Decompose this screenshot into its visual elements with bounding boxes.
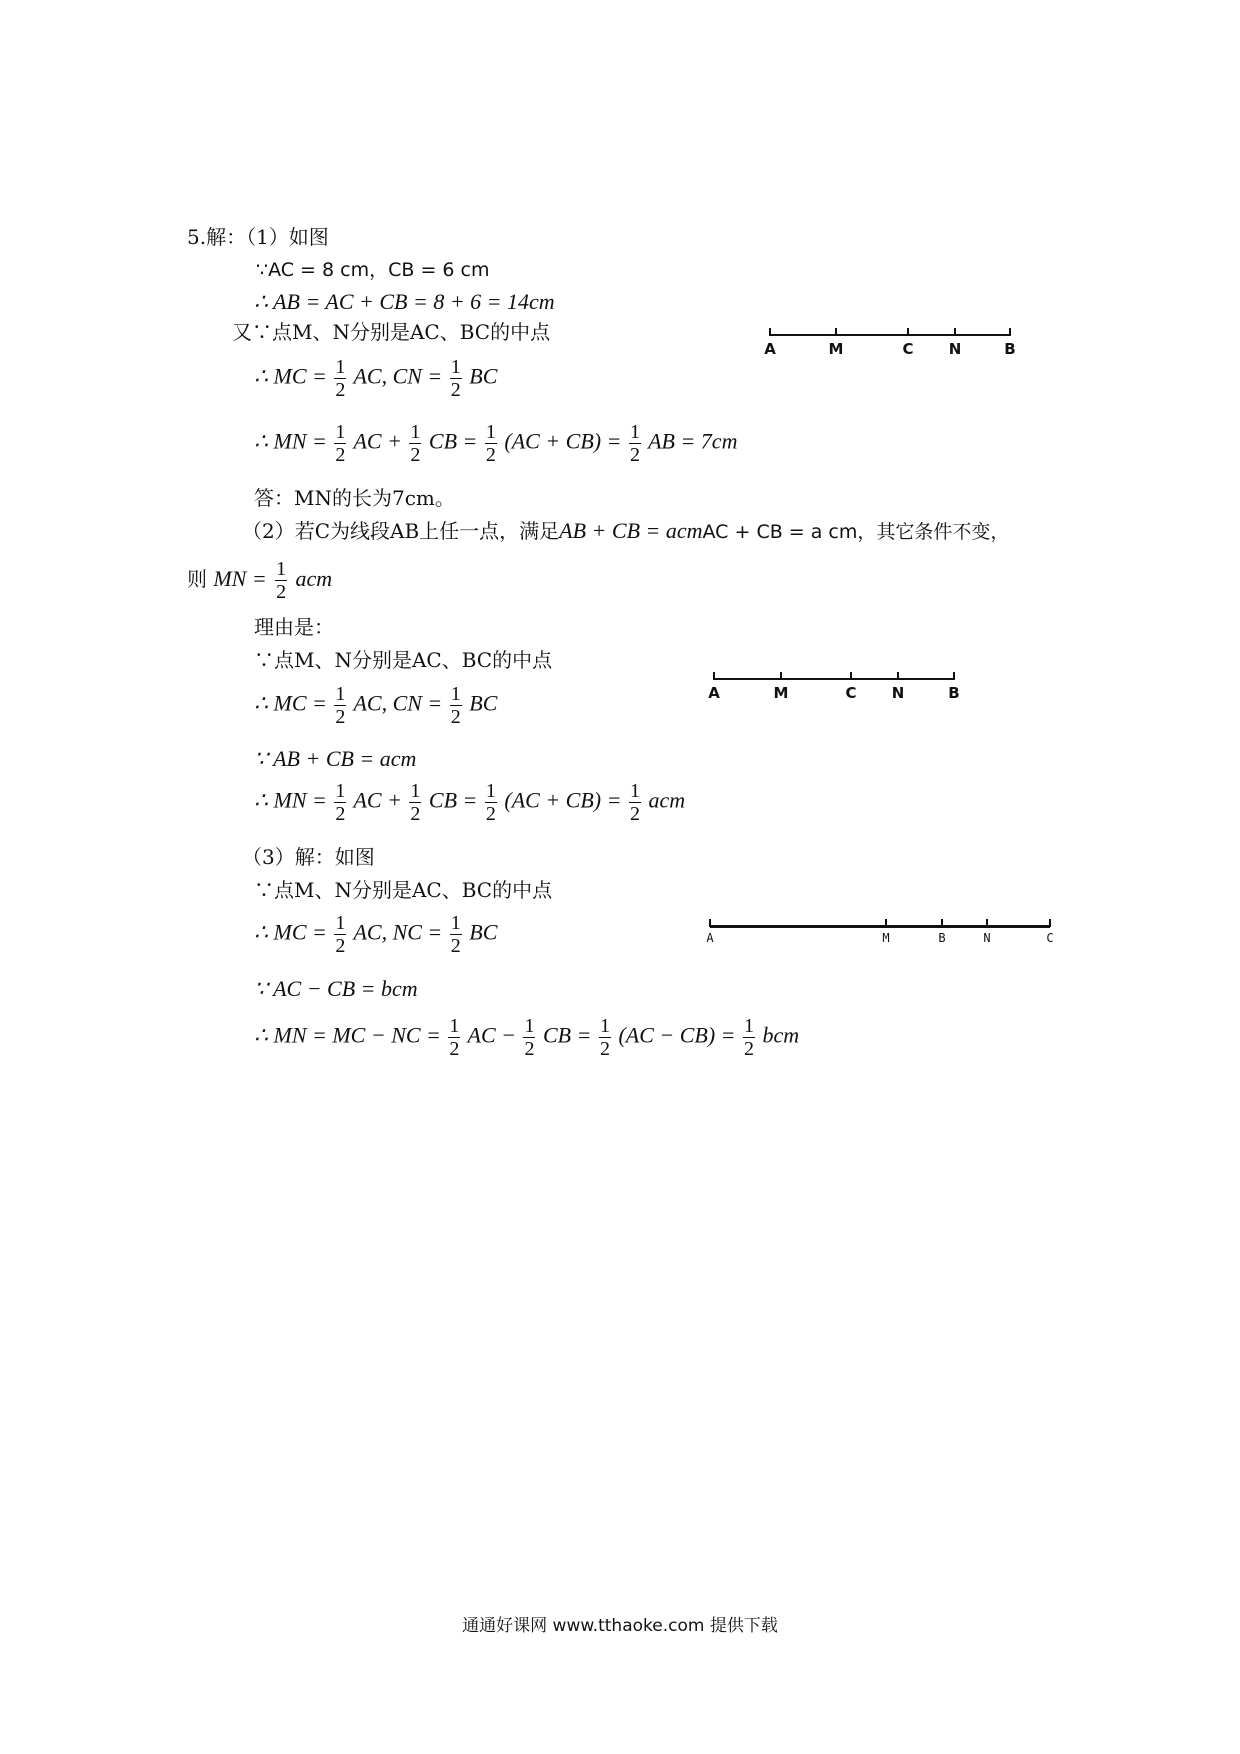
fraction-half xyxy=(485,780,497,825)
part1-mn-equation xyxy=(254,421,737,466)
eq-text: BC xyxy=(469,363,498,389)
part3-since-equation: ∵ AC − CB = bcm xyxy=(254,976,418,1001)
fraction-denominator: 2 xyxy=(410,444,421,466)
fraction-half xyxy=(409,780,421,825)
fraction-numerator: 1 xyxy=(450,356,461,378)
tick-mark xyxy=(850,672,852,680)
tick-mark xyxy=(953,672,955,680)
point-label: A xyxy=(706,931,714,945)
part2-then xyxy=(187,558,332,603)
point-label: C xyxy=(902,340,914,358)
eq-math: AB + CB = acm xyxy=(559,518,703,543)
eq-text: (AC − CB) = xyxy=(618,1022,736,1048)
page-footer: 通通好课网 www.tthaoke.com 提供下载 xyxy=(462,1616,778,1636)
point-label: A xyxy=(708,684,720,702)
tick-mark xyxy=(941,919,943,927)
fraction-half xyxy=(334,356,346,401)
point-label: N xyxy=(948,340,962,358)
tick-mark xyxy=(713,672,715,680)
fraction-numerator: 1 xyxy=(276,558,287,580)
eq-text: AC, CN = xyxy=(353,363,443,389)
part1-midpoint-statement: 又∵点M、N分别是AC、BC的中点 xyxy=(232,320,551,344)
eq-text: CB = xyxy=(428,428,478,454)
fraction-denominator: 2 xyxy=(450,379,461,401)
eq-text: (AC + CB) = xyxy=(504,428,622,454)
part2-condition xyxy=(242,520,1009,542)
point-label: B xyxy=(948,684,960,702)
point-label: C xyxy=(1046,931,1054,945)
fraction-denominator: 2 xyxy=(450,935,461,957)
fraction-half xyxy=(629,421,641,466)
eq-text: ∴ MN = MC − NC = xyxy=(254,1022,441,1048)
tick-mark xyxy=(986,919,988,927)
eq-text: ∴ MN = xyxy=(254,428,327,454)
fraction-numerator: 1 xyxy=(629,421,640,443)
eq-text: ∴ MC = xyxy=(254,919,327,945)
point-label: N xyxy=(891,684,905,702)
fraction-half xyxy=(334,780,346,825)
eq-text: bcm xyxy=(762,1022,800,1048)
fraction-denominator: 2 xyxy=(335,379,346,401)
fraction-denominator: 2 xyxy=(629,803,640,825)
fraction-half xyxy=(523,1015,535,1060)
fraction-numerator: 1 xyxy=(449,1015,460,1037)
segment-line xyxy=(710,925,1050,928)
part1-mc-equation xyxy=(254,356,497,401)
fraction-denominator: 2 xyxy=(450,706,461,728)
point-label: B xyxy=(1004,340,1016,358)
fraction-denominator: 2 xyxy=(524,1038,535,1060)
fraction-numerator: 1 xyxy=(335,780,346,802)
tick-mark xyxy=(780,672,782,680)
part3-midpoint-statement: ∵点M、N分别是AC、BC的中点 xyxy=(254,878,553,902)
point-label: A xyxy=(764,340,776,358)
fraction-denominator: 2 xyxy=(276,581,287,603)
point-label: M xyxy=(828,340,844,358)
fraction-denominator: 2 xyxy=(410,803,421,825)
fraction-half xyxy=(334,421,346,466)
fraction-half xyxy=(450,356,462,401)
eq-math: MN = xyxy=(213,566,267,591)
fraction-half xyxy=(450,912,462,957)
tick-mark xyxy=(1009,328,1011,336)
eq-text: （2）若C为线段AB上任一点，满足 xyxy=(242,519,560,543)
fraction-half xyxy=(599,1015,611,1060)
fraction-denominator: 2 xyxy=(335,444,346,466)
part2-reason: 理由是： xyxy=(254,615,334,639)
fraction-half xyxy=(275,558,287,603)
fraction-half xyxy=(334,912,346,957)
fraction-denominator: 2 xyxy=(335,803,346,825)
fraction-numerator: 1 xyxy=(599,1015,610,1037)
fraction-numerator: 1 xyxy=(450,912,461,934)
point-label: C xyxy=(845,684,857,702)
eq-text: ∴ MC = xyxy=(254,363,327,389)
eq-math: acm xyxy=(295,566,333,591)
fraction-denominator: 2 xyxy=(599,1038,610,1060)
eq-text: BC xyxy=(469,690,498,716)
fraction-denominator: 2 xyxy=(485,803,496,825)
eq-text: AC + xyxy=(353,787,402,813)
fraction-denominator: 2 xyxy=(335,706,346,728)
part2-since-equation: ∵ AB + CB = acm xyxy=(254,746,417,771)
part3-mn-equation xyxy=(254,1015,799,1060)
eq-text: AC + CB = a cm，其它条件不变， xyxy=(702,521,1010,543)
fraction-half xyxy=(485,421,497,466)
fraction-numerator: 1 xyxy=(335,421,346,443)
tick-mark xyxy=(897,672,899,680)
tick-mark xyxy=(1049,919,1051,927)
eq-text: acm xyxy=(648,787,686,813)
point-label: M xyxy=(882,931,890,945)
fraction-numerator: 1 xyxy=(524,1015,535,1037)
eq-text: ∴ MC = xyxy=(254,690,327,716)
eq-text: AB = 7cm xyxy=(648,428,738,454)
tick-mark xyxy=(835,328,837,336)
point-label: N xyxy=(983,931,991,945)
fraction-numerator: 1 xyxy=(629,780,640,802)
part2-mc-equation xyxy=(254,683,497,728)
eq-text: 则 xyxy=(187,567,207,591)
eq-text: CB = xyxy=(428,787,478,813)
fraction-numerator: 1 xyxy=(335,356,346,378)
eq-text: AC + xyxy=(353,428,402,454)
fraction-half xyxy=(448,1015,460,1060)
fraction-half xyxy=(450,683,462,728)
segment-line xyxy=(714,678,954,680)
tick-mark xyxy=(709,919,711,927)
part1-ab-equation: ∴ AB = AC + CB = 8 + 6 = 14cm xyxy=(254,289,555,314)
fraction-numerator: 1 xyxy=(744,1015,755,1037)
part2-mn-equation xyxy=(254,780,685,825)
fraction-numerator: 1 xyxy=(410,780,421,802)
part2-midpoint-statement: ∵点M、N分别是AC、BC的中点 xyxy=(254,648,553,672)
segment-line xyxy=(770,334,1010,336)
tick-mark xyxy=(907,328,909,336)
fraction-numerator: 1 xyxy=(335,683,346,705)
eq-text: BC xyxy=(469,919,498,945)
fraction-denominator: 2 xyxy=(449,1038,460,1060)
eq-text: ∴ MN = xyxy=(254,787,327,813)
eq-text: AC, CN = xyxy=(353,690,443,716)
tick-mark xyxy=(769,328,771,336)
fraction-half xyxy=(334,683,346,728)
eq-text: AC, NC = xyxy=(353,919,443,945)
fraction-half xyxy=(409,421,421,466)
part3-heading: （3）解：如图 xyxy=(242,845,375,869)
fraction-numerator: 1 xyxy=(450,683,461,705)
tick-mark xyxy=(954,328,956,336)
fraction-half xyxy=(629,780,641,825)
point-label: B xyxy=(938,931,946,945)
fraction-numerator: 1 xyxy=(485,421,496,443)
part3-mc-equation xyxy=(254,912,497,957)
fraction-denominator: 2 xyxy=(744,1038,755,1060)
tick-mark xyxy=(885,919,887,927)
part1-given: ∵AC = 8 cm，CB = 6 cm xyxy=(256,259,490,281)
part1-heading: 5.解：（1）如图 xyxy=(187,225,329,249)
fraction-denominator: 2 xyxy=(629,444,640,466)
fraction-half xyxy=(743,1015,755,1060)
point-label: M xyxy=(773,684,789,702)
fraction-denominator: 2 xyxy=(335,935,346,957)
part1-answer: 答：MN的长为7cm。 xyxy=(254,486,455,510)
fraction-numerator: 1 xyxy=(410,421,421,443)
eq-text: (AC + CB) = xyxy=(504,787,622,813)
fraction-numerator: 1 xyxy=(485,780,496,802)
fraction-numerator: 1 xyxy=(335,912,346,934)
fraction-denominator: 2 xyxy=(485,444,496,466)
eq-text: AC − xyxy=(467,1022,516,1048)
eq-text: CB = xyxy=(542,1022,592,1048)
